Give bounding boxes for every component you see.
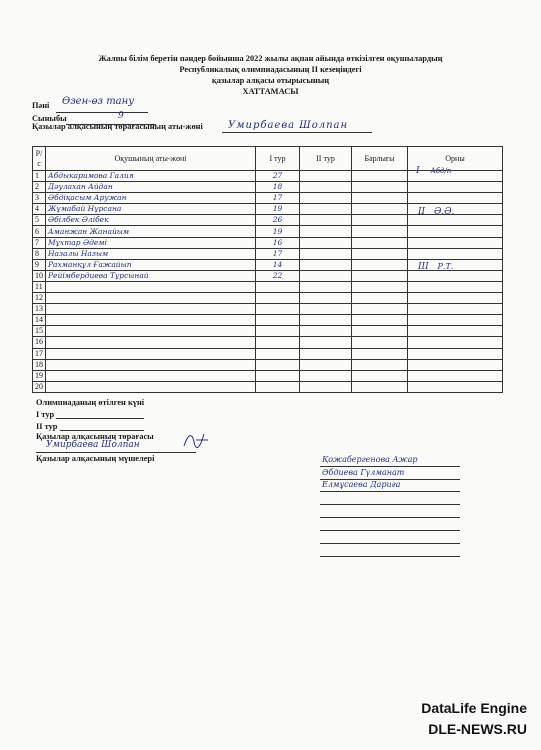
col-header-place: Орны (408, 147, 503, 171)
place-cell (408, 304, 503, 315)
chair-label: Қазылар алқасының төрағасының аты-жөні (32, 122, 203, 131)
total-score (352, 315, 408, 326)
table-row (33, 248, 503, 259)
chair-signature-scribble (182, 430, 210, 450)
tour1-score (256, 370, 300, 381)
student-name: Әбілбек Әлібек (46, 215, 256, 226)
student-name (46, 381, 256, 392)
place-cell (408, 370, 503, 381)
member-line-6 (320, 530, 460, 531)
tour2-score (300, 326, 352, 337)
tour2-score (300, 315, 352, 326)
student-name (46, 293, 256, 304)
grade-label: Сыныбы (32, 114, 67, 123)
tour1-score: 19 (256, 226, 300, 237)
subject-value: Өзен-өз тану (62, 96, 135, 107)
tour1-score (256, 293, 300, 304)
total-score (352, 381, 408, 392)
tour2-score (300, 370, 352, 381)
tour1-score: 17 (256, 248, 300, 259)
row-number: 20 (33, 381, 46, 392)
table-row (33, 237, 503, 248)
place-cell (408, 381, 503, 392)
chair-sign-underline (36, 452, 196, 453)
tour1-score (256, 348, 300, 359)
table-row (33, 348, 503, 359)
table-row (33, 270, 503, 281)
row-number: 7 (33, 237, 46, 248)
table-row (33, 193, 503, 204)
tour2-score (300, 237, 352, 248)
place-cell (408, 182, 503, 193)
tour2-score (300, 204, 352, 215)
tour1-score (256, 281, 300, 292)
document-title: ХАТТАМАСЫ (242, 87, 299, 96)
student-name (46, 326, 256, 337)
place-cell (408, 348, 503, 359)
total-score (352, 193, 408, 204)
table-row (33, 281, 503, 292)
tour2-score (300, 193, 352, 204)
student-name: Дәулахан Айдан (46, 182, 256, 193)
student-name: Рахманқұл Ғажайып (46, 259, 256, 270)
chair-value: Умирбаева Шолпан (228, 120, 349, 131)
member-line-4 (320, 504, 460, 505)
tour1-underline (56, 418, 144, 419)
total-score (352, 248, 408, 259)
tour1-score: 19 (256, 204, 300, 215)
student-name (46, 315, 256, 326)
tour2-score (300, 215, 352, 226)
total-score (352, 204, 408, 215)
place-mark-3: ІІІ Р.Т. (418, 262, 454, 272)
total-score (352, 281, 408, 292)
tour1-score (256, 304, 300, 315)
member-line-8 (320, 556, 460, 557)
members-label: Қазылар алқасының мүшелері (36, 454, 155, 463)
row-number: 13 (33, 304, 46, 315)
table-row (33, 315, 503, 326)
member-line-7 (320, 543, 460, 544)
header-line-2: Республикалық олимпиадасының ІІ кезеңіндегі (179, 65, 362, 74)
place-cell (408, 237, 503, 248)
tour2-score (300, 171, 352, 182)
student-name (46, 370, 256, 381)
member-signature-1: Қожабергенова Ажар (322, 455, 418, 464)
tour1-score (256, 315, 300, 326)
subject-underline (56, 112, 148, 113)
place-cell (408, 293, 503, 304)
date-label: Олимпиаданың өтілген күні (36, 398, 145, 407)
tour2-score (300, 304, 352, 315)
row-number: 5 (33, 215, 46, 226)
tour2-score (300, 337, 352, 348)
tour2-score (300, 293, 352, 304)
row-number: 19 (33, 370, 46, 381)
place-cell (408, 226, 503, 237)
row-number: 15 (33, 326, 46, 337)
student-name: Назалы Назым (46, 248, 256, 259)
total-score (352, 270, 408, 281)
student-name (46, 348, 256, 359)
chair-underline (222, 132, 372, 133)
student-name (46, 304, 256, 315)
tour1-score (256, 337, 300, 348)
member-line-1 (320, 466, 460, 467)
student-name: Әбдіқасым Аружан (46, 193, 256, 204)
subject-label: Пәні (32, 101, 50, 110)
chair-sign-label: Қазылар алқасының төрағасы (36, 432, 154, 441)
total-score (352, 337, 408, 348)
student-name (46, 337, 256, 348)
place-cell (408, 326, 503, 337)
tour1-score: 16 (256, 237, 300, 248)
tour1-score: 17 (256, 193, 300, 204)
table-row (33, 337, 503, 348)
row-number: 17 (33, 348, 46, 359)
table-row (33, 182, 503, 193)
row-number: 8 (33, 248, 46, 259)
tour2-score (300, 270, 352, 281)
tour2-score (300, 348, 352, 359)
tour2-score (300, 359, 352, 370)
student-name: Жұмабай Нұрсана (46, 204, 256, 215)
tour1-score (256, 326, 300, 337)
student-name (46, 359, 256, 370)
tour1-score (256, 381, 300, 392)
table-row (33, 226, 503, 237)
row-number: 11 (33, 281, 46, 292)
table-row (33, 359, 503, 370)
row-number: 12 (33, 293, 46, 304)
tour2-score (300, 259, 352, 270)
student-name: Мұхтар Әдемі (46, 237, 256, 248)
place-cell (408, 281, 503, 292)
row-number: 18 (33, 359, 46, 370)
member-signature-3: Елмұсаева Дариға (322, 480, 401, 489)
member-line-5 (320, 517, 460, 518)
table-row (33, 293, 503, 304)
row-number: 9 (33, 259, 46, 270)
total-score (352, 348, 408, 359)
watermark-line-2: DLE-NEWS.RU (428, 721, 527, 737)
tour2-score (300, 182, 352, 193)
tour2-label: ІІ тур (36, 422, 58, 431)
col-header-name: Оқушының аты-жөні (46, 147, 256, 171)
student-name: Абдыкаримова Галия (46, 171, 256, 182)
row-number: 2 (33, 182, 46, 193)
tour1-score: 18 (256, 182, 300, 193)
student-name: Рейімбердиева Тұрсынай (46, 270, 256, 281)
tour2-score (300, 281, 352, 292)
col-header-tour2: ІІ тур (300, 147, 352, 171)
total-score (352, 326, 408, 337)
header-line-3: қазылар алқасы отырысының (211, 76, 330, 85)
tour1-label: І тур (36, 410, 55, 419)
total-score (352, 293, 408, 304)
header-line-1: Жалпы білім беретін пәндер бойынша 2022 жылы ақпан айында өткізілген оқушылардың (98, 54, 443, 63)
tour1-score: 26 (256, 215, 300, 226)
row-number: 3 (33, 193, 46, 204)
tour1-score: 22 (256, 270, 300, 281)
place-mark-1: І Абд/п (416, 166, 452, 176)
table-row (33, 381, 503, 392)
tour2-underline (60, 430, 144, 431)
member-signature-2: Әбдиева Гүлманат (322, 468, 405, 477)
student-name (46, 281, 256, 292)
table-row (33, 326, 503, 337)
table-row (33, 304, 503, 315)
tour1-score: 14 (256, 259, 300, 270)
row-number: 10 (33, 270, 46, 281)
row-number: 1 (33, 171, 46, 182)
row-number: 4 (33, 204, 46, 215)
grade-value: 9 (118, 111, 124, 121)
col-header-num: Р/с (33, 147, 46, 171)
col-header-total: Барлығы (352, 147, 408, 171)
row-number: 16 (33, 337, 46, 348)
total-score (352, 259, 408, 270)
total-score (352, 370, 408, 381)
place-cell (408, 315, 503, 326)
tour1-score (256, 359, 300, 370)
tour1-score: 27 (256, 171, 300, 182)
total-score (352, 182, 408, 193)
chair-signature: Умирбаева Шолпан (46, 440, 140, 450)
place-cell (408, 359, 503, 370)
total-score (352, 304, 408, 315)
table-row (33, 370, 503, 381)
place-cell (408, 248, 503, 259)
tour2-score (300, 381, 352, 392)
tour2-score (300, 226, 352, 237)
total-score (352, 215, 408, 226)
total-score (352, 171, 408, 182)
place-cell (408, 337, 503, 348)
row-number: 6 (33, 226, 46, 237)
total-score (352, 237, 408, 248)
row-number: 14 (33, 315, 46, 326)
place-cell (408, 270, 503, 281)
watermark-line-1: DataLife Engine (421, 700, 527, 716)
place-cell (408, 193, 503, 204)
member-line-3 (320, 491, 460, 492)
total-score (352, 359, 408, 370)
student-name: Аманжан Жанайым (46, 226, 256, 237)
place-mark-2: ІІ Ә.Ә. (418, 207, 455, 217)
tour2-score (300, 248, 352, 259)
col-header-tour1: І тур (256, 147, 300, 171)
total-score (352, 226, 408, 237)
